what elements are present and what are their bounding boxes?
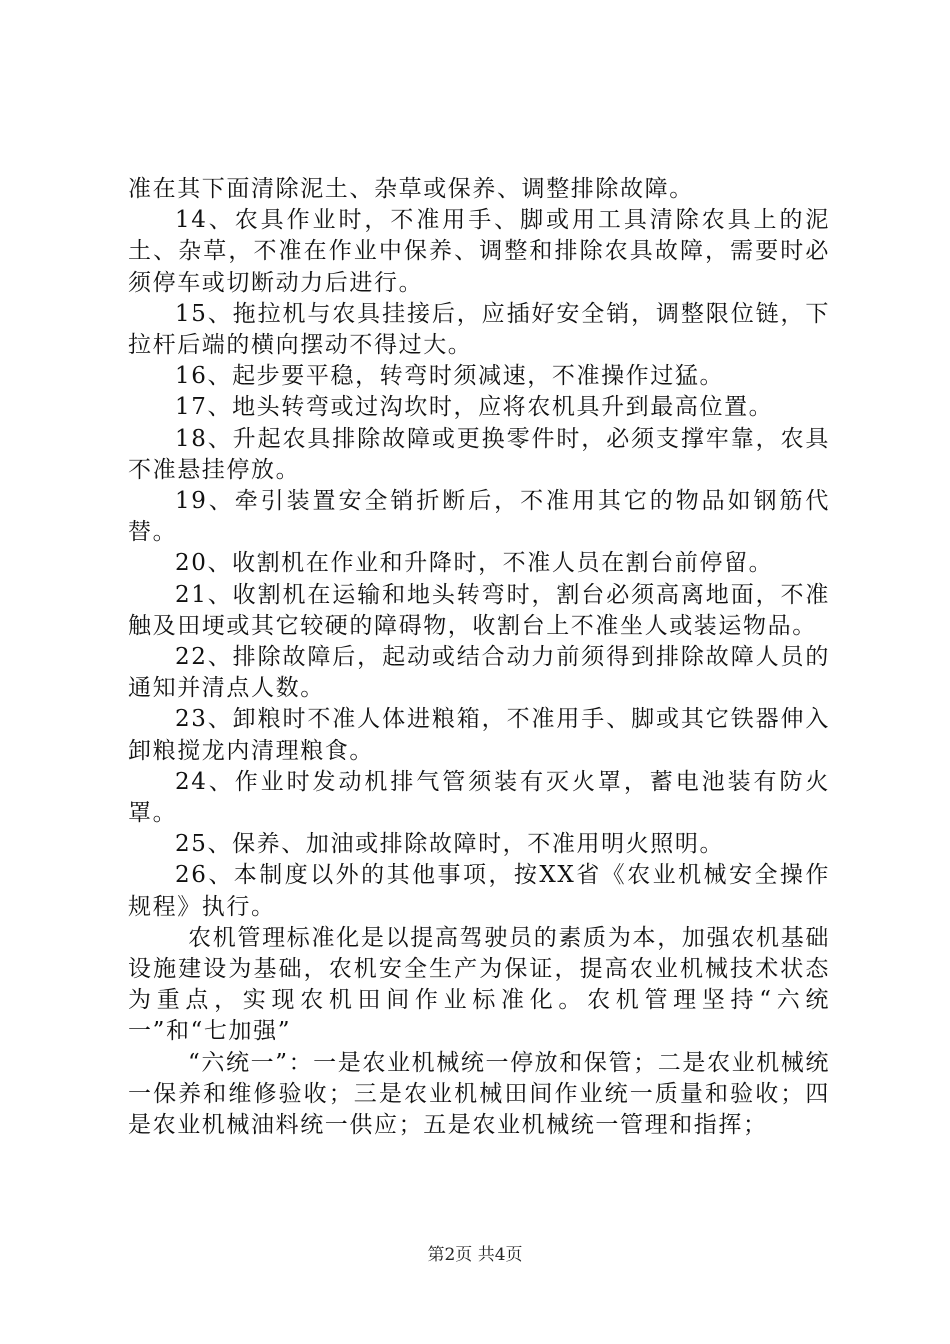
paragraph-rule-24: 24、作业时发动机排气管须装有灭火罩，蓄电池装有防火罩。 — [128, 768, 830, 827]
paragraph-rule-23: 23、卸粮时不准人体进粮箱，不准用手、脚或其它铁器伸入卸粮搅龙内清理粮食。 — [128, 706, 830, 764]
paragraph-rule-22: 22、排除故障后，起动或结合动力前须得到排除故障人员的通知并清点人数。 — [128, 644, 830, 702]
paragraph-rule-17: 17、地头转弯或过沟坎时，应将农机具升到最高位置。 — [175, 394, 774, 421]
paragraph-rule-26: 26、本制度以外的其他事项，按XX省《农业机械安全操作规程》执行。 — [128, 862, 830, 920]
paragraph-rule-16: 16、起步要平稳，转弯时须减速，不准操作过猛。 — [175, 363, 725, 390]
paragraph-rule-19: 19、牵引装置安全销折断后，不准用其它的物品如钢筋代替。 — [128, 488, 830, 546]
paragraph-standardization: 农机管理标准化是以提高驾驶员的素质为本，加强农机基础设施建设为基础，农机安全生产为保证，提高农业机械技术状态为重点，实现农机田间作业标准化。农机管理坚持“六统一”和“七加强” — [128, 924, 830, 1045]
paragraph-six-unifications: “六统一”：一是农业机械统一停放和保管；二是农业机械统一保养和维修验收；三是农业机械田间作业统一质量和验收；四是农业机械油料统一供应；五是农业机械统一管理和指挥； — [128, 1049, 830, 1139]
paragraph-continuation: 准在其下面清除泥土、杂草或保养、调整排除故障。 — [128, 176, 694, 202]
document-body — [128, 174, 830, 1141]
paragraph-rule-25: 25、保养、加油或排除故障时，不准用明火照明。 — [175, 831, 725, 858]
paragraph-rule-18: 18、升起农具排除故障或更换零件时，必须支撑牢靠，农具不准悬挂停放。 — [128, 425, 830, 483]
paragraph-rule-14: 14、农具作业时，不准用手、脚或用工具清除农具上的泥土、杂草，不准在作业中保养、调整和排除农具故障，需要时必须停车或切断动力后进行。 — [128, 207, 830, 296]
page-number-label: 第2页 共4页 — [427, 1245, 523, 1265]
paragraph-rule-21: 21、收割机在运输和地头转弯时，割台必须高离地面，不准触及田埂或其它较硬的障碍物，收割台上不准坐人或装运物品。 — [128, 581, 830, 639]
page-footer — [0, 1244, 950, 1266]
paragraph-rule-15: 15、拖拉机与农具挂接后，应插好安全销，调整限位链，下拉杆后端的横向摆动不得过大。 — [128, 300, 830, 359]
paragraph-rule-20: 20、收割机在作业和升降时，不准人员在割台前停留。 — [175, 550, 774, 577]
